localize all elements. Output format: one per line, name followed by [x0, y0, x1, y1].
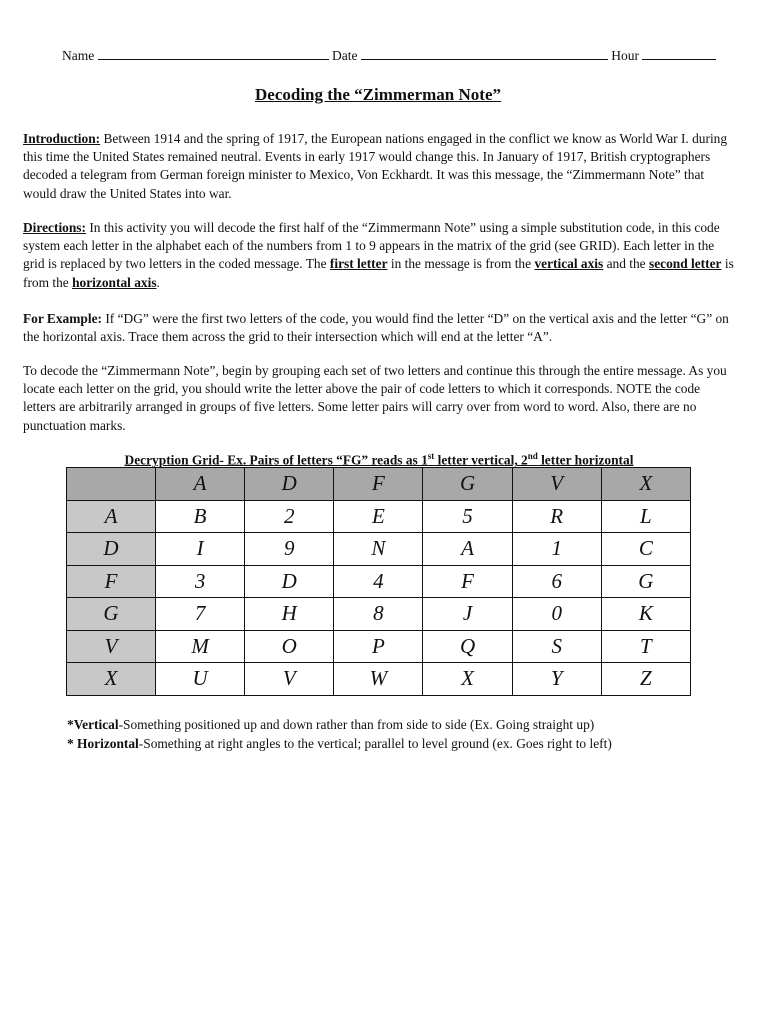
grid-cell: A [423, 533, 512, 566]
column-header: X [601, 468, 690, 501]
grid-cell: 3 [156, 565, 245, 598]
column-header: G [423, 468, 512, 501]
grid-cell: 9 [245, 533, 334, 566]
directions-text-1: In this activity you will decode the first half of the “Zimmermann Note” using a simple substitution code, in this code system each letter in the alphabet each of the numbers from 1 to 9 appears in the matrix of the grid (see GRID). Each letter in the grid is replaced by two letters in the coded message. The [23, 220, 720, 272]
name-blank[interactable] [98, 47, 329, 60]
grid-cell: B [156, 500, 245, 533]
grid-row [67, 533, 691, 566]
hour-blank[interactable] [642, 47, 716, 60]
directions-paragraph [23, 219, 735, 292]
directions-text-2: in the message is from the [387, 256, 535, 272]
grid-cell: 1 [512, 533, 601, 566]
column-header: D [245, 468, 334, 501]
grid-row [67, 663, 691, 696]
grid-title-part-3: letter horizontal [537, 452, 634, 468]
grid-title [66, 451, 692, 468]
grid-cell: Y [512, 663, 601, 696]
grid-header-row [67, 468, 691, 501]
grid-title-part-2: letter vertical, 2 [434, 452, 528, 468]
horizontal-definition [67, 735, 747, 754]
horizontal-label: * Horizontal [67, 735, 139, 751]
grid-corner-cell [67, 468, 156, 501]
grid-cell: M [156, 630, 245, 663]
grid-cell: D [245, 565, 334, 598]
hour-label: Hour [611, 48, 639, 63]
page-title: Decoding the “Zimmerman Note” [255, 85, 501, 104]
example-paragraph [23, 310, 735, 346]
vertical-definition [67, 716, 747, 735]
grid-cell: I [156, 533, 245, 566]
definition-notes [67, 716, 747, 753]
grid-cell: J [423, 598, 512, 631]
directions-text-3: and the [603, 256, 649, 272]
vertical-text: -Something positioned up and down rather than from side to side (Ex. Going straight up) [118, 717, 595, 732]
grid-cell: X [423, 663, 512, 696]
grid-cell: E [334, 500, 423, 533]
directions-text-5: . [156, 274, 160, 290]
introduction-paragraph [23, 130, 735, 203]
grid-cell: 2 [245, 500, 334, 533]
grid-cell: W [334, 663, 423, 696]
grid-cell: 4 [334, 565, 423, 598]
grid-row [67, 500, 691, 533]
row-header: F [67, 565, 156, 598]
grid-cell: 0 [512, 598, 601, 631]
decryption-grid [66, 467, 691, 696]
grid-title-sup-1: st [427, 451, 435, 461]
second-letter-term: second letter [648, 256, 722, 272]
column-header: A [156, 468, 245, 501]
vertical-label: *Vertical [67, 717, 119, 732]
grid-row [67, 598, 691, 631]
grid-cell: G [601, 565, 690, 598]
grid-cell: S [512, 630, 601, 663]
decode-instructions-paragraph: To decode the “Zimmermann Note”, begin by grouping each set of two letters and continue this through the entire message. As you locate each letter on the grid, you should write the letter above the pair of code letters to which it corresponds. NOTE the code letters are arbitrarily arranged in groups of five letters. Some letter pairs will carry over from word to word. Also, there are no punctuation marks. [23, 363, 727, 433]
grid-cell: Z [601, 663, 690, 696]
horizontal-axis-term: horizontal axis [72, 274, 157, 290]
row-header: D [67, 533, 156, 566]
row-header: A [67, 500, 156, 533]
grid-row [67, 565, 691, 598]
student-info-line [62, 47, 702, 64]
row-header: V [67, 630, 156, 663]
grid-title-sup-2: nd [527, 451, 538, 461]
column-header: F [334, 468, 423, 501]
directions-label: Directions: [23, 220, 86, 235]
grid-cell: N [334, 533, 423, 566]
grid-cell: O [245, 630, 334, 663]
grid-cell: V [245, 663, 334, 696]
grid-cell: 7 [156, 598, 245, 631]
grid-cell: U [156, 663, 245, 696]
grid-cell: L [601, 500, 690, 533]
grid-cell: P [334, 630, 423, 663]
directions-text-4: is from the [23, 256, 734, 290]
vertical-axis-term: vertical axis [534, 256, 604, 272]
introduction-text: Between 1914 and the spring of 1917, the European nations engaged in the conflict we know as World War I. during this time the United States remained neutral. Events in early 1917 would change this. In January of 1917, British cryptographers decoded a telegram from German foreign minister to Mexico, Von Eckhardt. It was this message, the “Zimmermann Note” that would draw the United States into war. [23, 131, 728, 201]
name-label: Name [62, 48, 95, 63]
date-label: Date [331, 48, 358, 63]
grid-cell: 6 [512, 565, 601, 598]
example-label: For Example: [23, 311, 102, 326]
horizontal-text: -Something at right angles to the vertical; parallel to level ground (ex. Goes right to left) [138, 735, 612, 751]
grid-cell: C [601, 533, 690, 566]
column-header: V [512, 468, 601, 501]
grid-cell: Q [423, 630, 512, 663]
date-blank[interactable] [361, 47, 608, 60]
row-header: X [67, 663, 156, 696]
grid-cell: 8 [334, 598, 423, 631]
grid-row [67, 630, 691, 663]
first-letter-term: first letter [329, 256, 388, 272]
grid-cell: F [423, 565, 512, 598]
grid-cell: K [601, 598, 690, 631]
introduction-label: Introduction: [23, 131, 101, 146]
row-header: G [67, 598, 156, 631]
grid-cell: R [512, 500, 601, 533]
grid-title-part-1: Decryption Grid- Ex. Pairs of letters “FG” reads as 1 [124, 452, 428, 468]
grid-cell: T [601, 630, 690, 663]
grid-cell: H [245, 598, 334, 631]
example-text: If “DG” were the first two letters of the code, you would find the letter “D” on the vertical axis and the letter “G” on the horizontal axis. Trace them across the grid to their intersection which will end at the letter “A”. [23, 311, 729, 345]
grid-cell: 5 [423, 500, 512, 533]
